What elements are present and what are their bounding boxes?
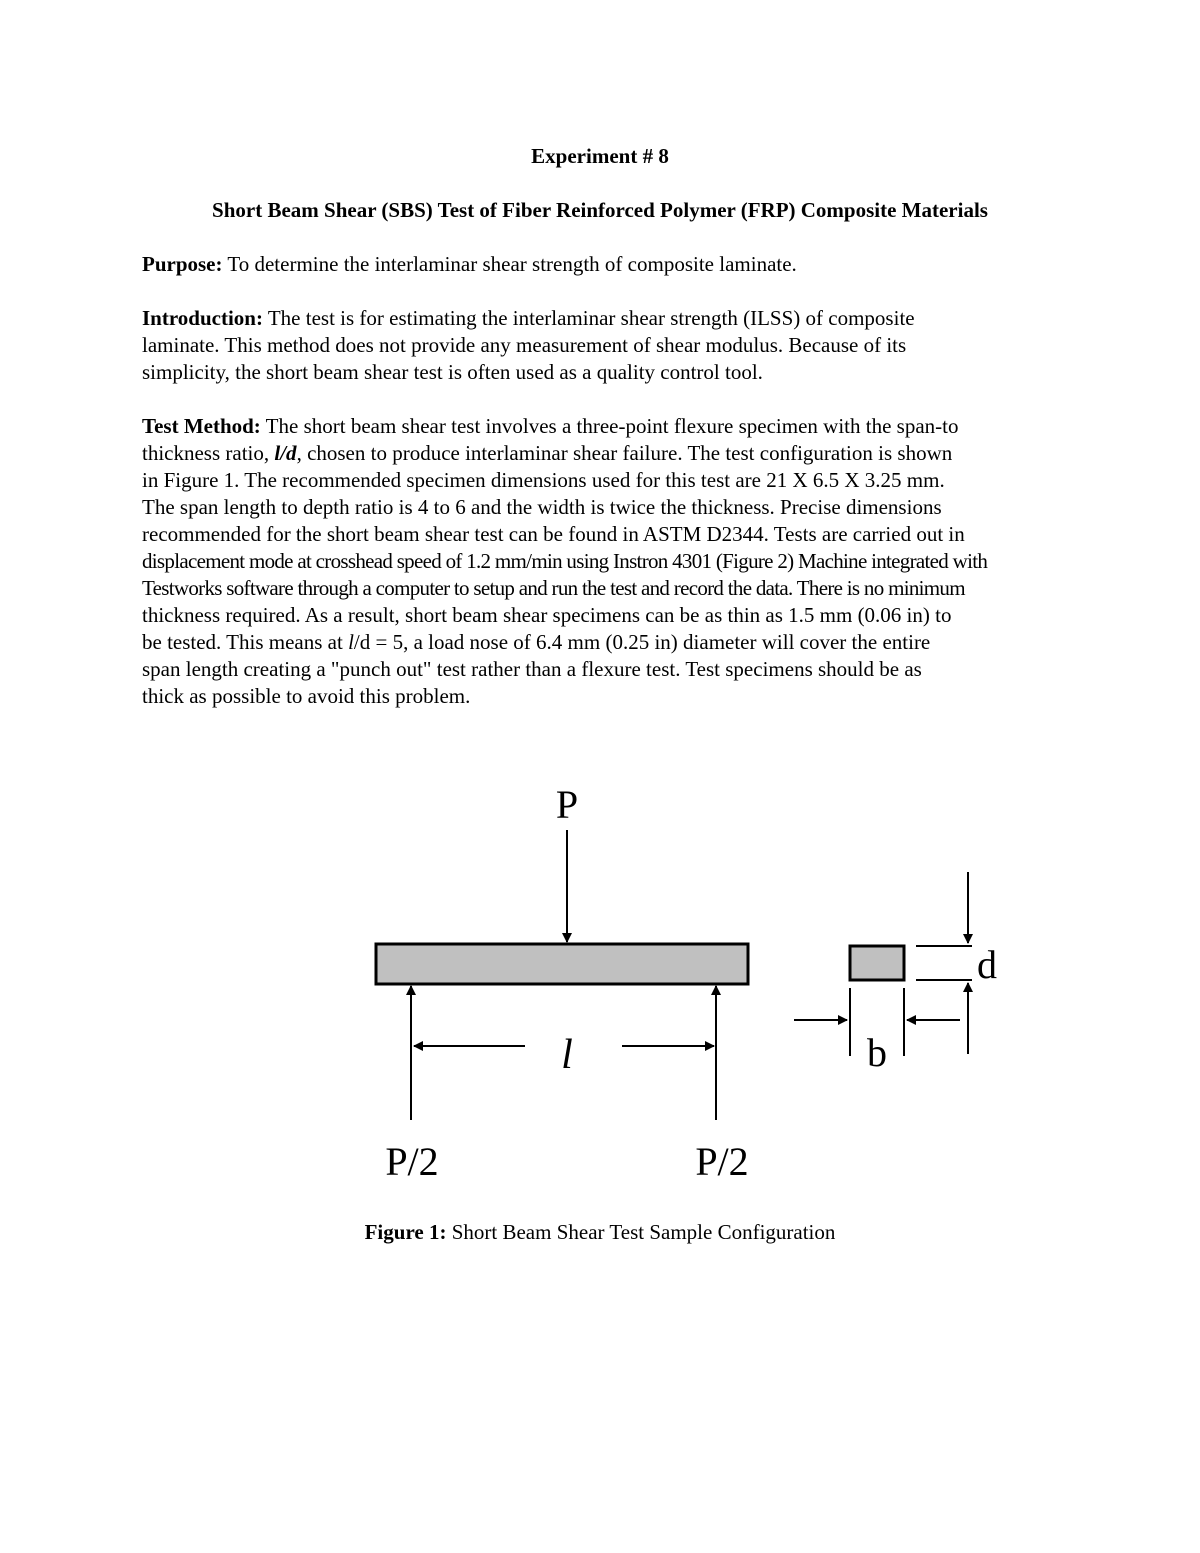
load-label: P — [555, 782, 579, 827]
test-method-line: , chosen to produce interlaminar shear failure. The test configuration is shown — [296, 441, 953, 465]
introduction-line: The test is for estimating the interlaminar shear strength (ILSS) of composite — [262, 306, 915, 330]
test-method-line: /d = 5, a load nose of 6.4 mm (0.25 in) diameter will cover the entire — [353, 630, 931, 654]
caption-label: Figure 1: — [364, 1220, 447, 1244]
test-method-line: Testworks software through a computer to setup and run the test and record the data. There is no minimum — [142, 576, 965, 600]
depth-label: d — [977, 942, 997, 987]
beam-specimen — [376, 944, 748, 984]
purpose-text: To determine the interlaminar shear strength of composite laminate. — [222, 252, 797, 276]
right-reaction-label: P/2 — [695, 1139, 749, 1184]
experiment-number: Experiment # 8 — [531, 144, 669, 168]
purpose-label: Purpose: — [142, 252, 223, 276]
test-method-line: be tested. This means at — [142, 630, 349, 654]
figure-caption — [0, 1220, 1200, 1245]
test-method-label: Test Method: — [142, 414, 261, 438]
test-method-line: The span length to depth ratio is 4 to 6 and the width is twice the thickness. Precise dimensions — [142, 495, 942, 519]
test-method-line: thickness ratio, — [142, 441, 275, 465]
left-reaction-label: P/2 — [385, 1139, 439, 1184]
introduction-label: Introduction: — [142, 306, 263, 330]
document-title: Short Beam Shear (SBS) Test of Fiber Reinforced Polymer (FRP) Composite Materials — [212, 198, 988, 222]
test-method-line: displacement mode at crosshead speed of 1.2 mm/min using Instron 4301 (Figure 2) Machine integrated with — [142, 549, 988, 573]
test-method-line: recommended for the short beam shear test can be found in ASTM D2344. Tests are carried out in — [142, 522, 965, 546]
test-method-paragraph — [142, 413, 1062, 710]
span-symbol: l — [348, 630, 354, 654]
introduction-line: simplicity, the short beam shear test is often used as a quality control tool. — [142, 360, 763, 384]
introduction-line: laminate. This method does not provide any measurement of shear modulus. Because of its — [142, 333, 907, 357]
width-label: b — [867, 1030, 887, 1075]
span-label: l — [561, 1032, 573, 1078]
sbs-configuration-figure — [360, 770, 1000, 1190]
caption-text: Short Beam Shear Test Sample Configuration — [446, 1220, 836, 1244]
test-method-line: in Figure 1. The recommended specimen dimensions used for this test are 21 X 6.5 X 3.25 mm. — [142, 468, 945, 492]
cross-section — [850, 946, 904, 980]
test-method-line: thickness required. As a result, short beam shear specimens can be as thin as 1.5 mm (0.06 in) to — [142, 603, 952, 627]
introduction-paragraph — [142, 305, 1062, 386]
test-method-line: thick as possible to avoid this problem. — [142, 684, 471, 708]
test-method-line: The short beam shear test involves a three-point flexure specimen with the span-to — [260, 414, 959, 438]
ratio-symbol: l/d — [274, 441, 297, 465]
test-method-line: span length creating a "punch out" test rather than a flexure test. Test specimens should be as — [142, 657, 922, 681]
purpose-paragraph — [142, 251, 1062, 278]
